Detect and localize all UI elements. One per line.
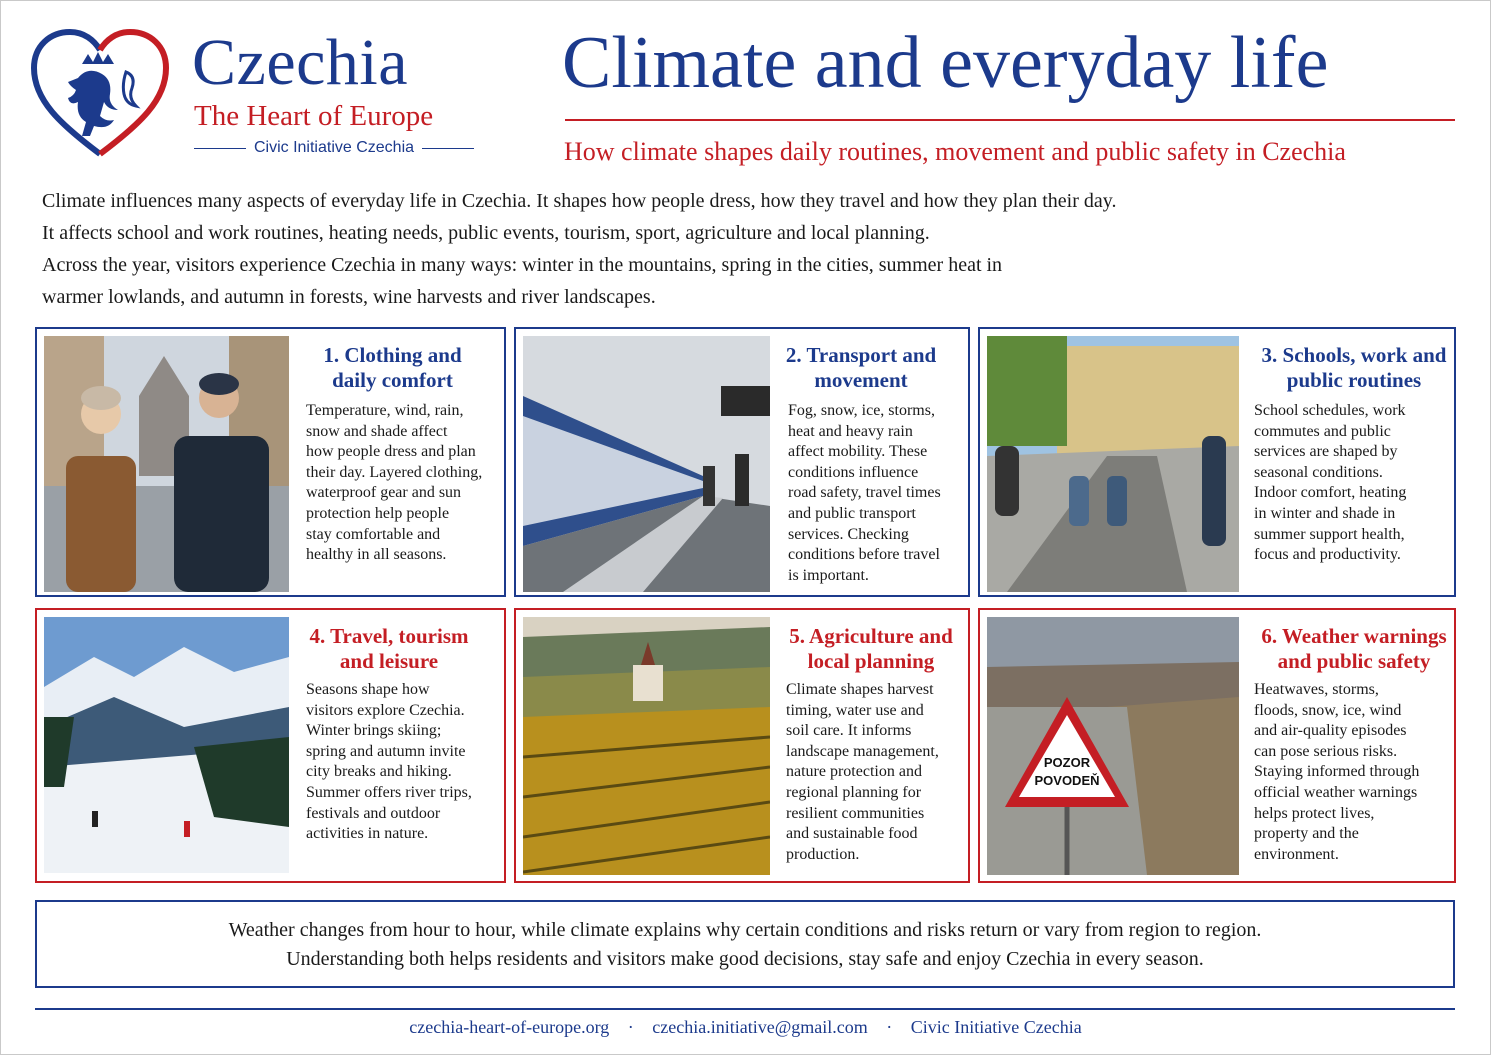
card-text: [1254, 401, 1450, 566]
card-text: [1254, 680, 1454, 865]
card-text-line: nature protection and: [786, 763, 922, 781]
card-text-line: resilient communities: [786, 804, 925, 822]
card-text-line: official weather warnings: [1254, 783, 1418, 801]
heart-lion-logo-icon: [30, 28, 170, 160]
card-text-line: timing, water use and: [786, 701, 924, 719]
card-text-line: Indoor comfort, heating: [1254, 484, 1407, 502]
card-text-line: School schedules, work: [1254, 402, 1406, 419]
card-text-line: helps protect lives,: [1254, 804, 1375, 822]
card-text-line: their day. Layered clothing,: [306, 463, 483, 481]
card-title-line: daily comfort: [332, 368, 453, 392]
card-text-line: healthy in all seasons.: [306, 546, 447, 564]
card-text-line: how people dress and plan: [306, 443, 476, 461]
intro-line: Climate influences many aspects of everyday life in Czechia. It shapes how people dress, how they travel and how they plan their day.: [42, 190, 1117, 212]
email-link[interactable]: czechia.initiative@gmail.com: [652, 1017, 868, 1037]
page-title: Climate and everyday life: [562, 22, 1329, 104]
card-text-line: can pose serious risks.: [1254, 742, 1398, 760]
card-text-line: summer support health,: [1254, 525, 1405, 543]
brand-subtitle: The Heart of Europe: [194, 100, 434, 132]
card-text-line: floods, snow, ice, wind: [1254, 701, 1402, 719]
card-title-line: 3. Schools, work and: [1261, 343, 1447, 367]
card-text: [306, 401, 502, 566]
card-text-line: city breaks and hiking.: [306, 763, 452, 781]
card-text-line: stay comfortable and: [306, 525, 441, 543]
card-text-line: festivals and outdoor: [306, 804, 441, 822]
card-text-line: Fog, snow, ice, storms,: [788, 402, 935, 419]
card-title: [776, 624, 966, 674]
card-text-line: property and the: [1254, 825, 1359, 843]
card-agriculture: [514, 608, 970, 883]
card-text-line: seasonal conditions.: [1254, 463, 1383, 481]
summary-note: [35, 900, 1455, 988]
card-text-line: commutes and public: [1254, 422, 1391, 440]
card-text-line: services. Checking: [788, 525, 909, 543]
website-link[interactable]: czechia-heart-of-europe.org: [409, 1017, 610, 1037]
flood-warning-photo: [987, 617, 1239, 875]
card-text-line: Heatwaves, storms,: [1254, 681, 1379, 698]
card-title: [1248, 343, 1460, 393]
divider: [422, 148, 474, 149]
card-text-line: visitors explore Czechia.: [306, 701, 465, 719]
card-tourism: [35, 608, 506, 883]
card-title-line: and public safety: [1277, 649, 1431, 673]
sign-text-line: POZOR: [1043, 755, 1091, 770]
school-street-photo: [987, 336, 1239, 592]
footer: [0, 1017, 1491, 1038]
card-text-line: soil care. It informs: [786, 722, 912, 740]
footer-org: Civic Initiative Czechia: [910, 1017, 1082, 1037]
summary-line: Weather changes from hour to hour, while climate explains why certain conditions and risks return or vary from region to region.: [228, 919, 1262, 941]
card-text-line: affect mobility. These: [788, 443, 928, 461]
card-text-line: is important.: [788, 566, 869, 584]
card-text: [788, 401, 966, 586]
card-text-line: waterproof gear and sun: [306, 484, 462, 502]
card-text-line: services are shaped by: [1254, 443, 1398, 461]
divider: [194, 148, 246, 149]
card-text-line: regional planning for: [786, 783, 922, 801]
card-text-line: road safety, travel times: [788, 484, 941, 502]
card-clothing: [35, 327, 506, 597]
card-text: [786, 680, 966, 865]
intro-line: Across the year, visitors experience Czechia in many ways: winter in the mountains, spring in the cities, summer heat in: [42, 254, 1003, 276]
card-text-line: protection help people: [306, 504, 450, 522]
brand-civic-text: Civic Initiative Czechia: [253, 139, 415, 156]
card-title-line: 6. Weather warnings: [1261, 624, 1447, 648]
card-text-line: Climate shapes harvest: [786, 681, 934, 698]
card-text-line: Summer offers river trips,: [306, 783, 472, 801]
card-title: [295, 343, 490, 393]
card-text-line: spring and autumn invite: [306, 742, 466, 760]
card-text-line: activities in nature.: [306, 825, 429, 843]
card-text-line: Staying informed through: [1254, 763, 1420, 781]
footer-divider: [35, 1008, 1455, 1010]
train-platform-photo: [523, 336, 770, 592]
brand-civic-line: [194, 139, 474, 157]
card-title: [299, 624, 479, 674]
vineyard-photo: [523, 617, 770, 875]
card-title-line: 5. Agriculture and: [789, 624, 953, 648]
card-text-line: conditions influence: [788, 463, 919, 481]
card-text-line: in winter and shade in: [1254, 504, 1396, 522]
page-subtitle: How climate shapes daily routines, movement and public safety in Czechia: [564, 137, 1346, 166]
card-text-line: production.: [786, 845, 860, 863]
intro-paragraph: [42, 185, 1302, 313]
card-title-line: and leisure: [339, 649, 439, 673]
card-title-line: 1. Clothing and: [323, 343, 462, 367]
card-text: [306, 680, 502, 845]
title-divider: [565, 119, 1455, 121]
card-text-line: snow and shade affect: [306, 422, 448, 440]
card-text-line: and sustainable food: [786, 825, 918, 843]
card-title-line: 4. Travel, tourism: [309, 624, 469, 648]
brand-title: Czechia: [192, 26, 409, 99]
card-text-line: conditions before travel: [788, 546, 940, 564]
card-title: [776, 343, 946, 393]
card-text-line: focus and productivity.: [1254, 546, 1401, 564]
card-text-line: and air-quality episodes: [1254, 722, 1407, 740]
card-text-line: Temperature, wind, rain,: [306, 402, 464, 419]
card-text-line: environment.: [1254, 845, 1339, 863]
card-title-line: local planning: [807, 649, 935, 673]
card-text-line: and public transport: [788, 504, 916, 522]
card-warnings: [978, 608, 1456, 883]
ski-slope-photo: [44, 617, 289, 873]
card-title-line: movement: [814, 368, 908, 392]
intro-line: It affects school and work routines, heating needs, public events, tourism, sport, agriculture and local planning.: [42, 222, 930, 244]
card-text-line: landscape management,: [786, 742, 939, 760]
card-text-line: heat and heavy rain: [788, 422, 913, 440]
card-text-line: Winter brings skiing;: [306, 722, 442, 740]
card-transport: [514, 327, 970, 597]
card-title-line: 2. Transport and: [785, 343, 937, 367]
summary-line: Understanding both helps residents and visitors make good decisions, stay safe and enjoy Czechia in every season.: [286, 948, 1204, 970]
card-schools: [978, 327, 1456, 597]
separator: ·: [886, 1017, 893, 1037]
intro-line: warmer lowlands, and autumn in forests, wine harvests and river landscapes.: [42, 286, 656, 308]
sign-text-line: POVODEŇ: [1034, 773, 1100, 788]
winter-street-couple-photo: [44, 336, 289, 592]
separator: ·: [627, 1017, 634, 1037]
card-text-line: Seasons shape how: [306, 681, 430, 698]
card-title: [1248, 624, 1460, 674]
card-title-line: public routines: [1286, 368, 1422, 392]
